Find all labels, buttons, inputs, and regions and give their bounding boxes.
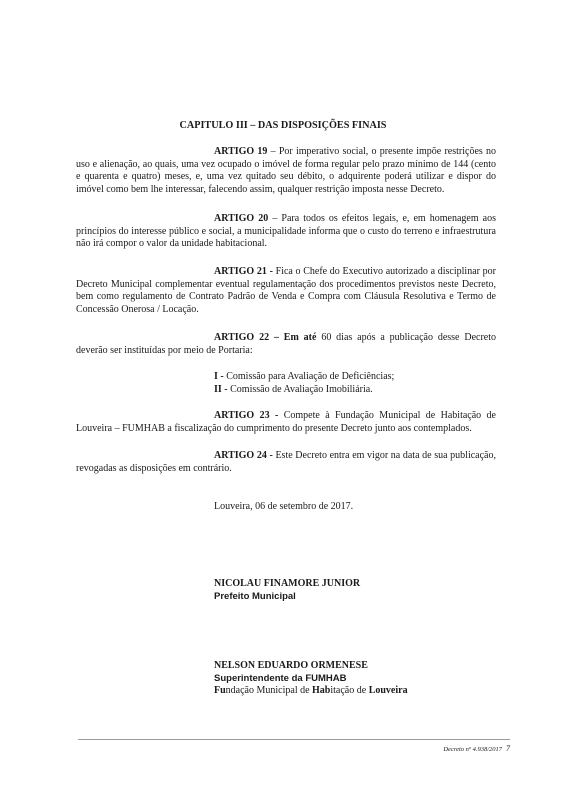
article-20: [76, 213, 496, 251]
chapter-heading: CAPITULO III – DAS DISPOSIÇÕES FINAIS: [179, 120, 387, 131]
article-label: ARTIGO 21 -: [214, 266, 273, 277]
signature-superintendent: [214, 660, 408, 698]
page-footer: [330, 743, 510, 757]
list-item-text: Comissão de Avaliação Imobiliária.: [227, 383, 373, 395]
article-19: [76, 146, 496, 196]
article-23: [76, 410, 496, 435]
article-21: [76, 266, 496, 316]
article-24: [76, 450, 496, 475]
signatory-name: NICOLAU FINAMORE JUNIOR: [214, 578, 361, 589]
signatory-name: NELSON EDUARDO ORMENESE: [214, 660, 368, 671]
list-item: [214, 371, 514, 384]
list-item-number: I -: [214, 371, 224, 382]
signatory-role: Superintendente da FUMHAB: [214, 672, 347, 684]
signatory-organization: Fundação Municipal de Habitação de Louveira: [214, 685, 408, 697]
article-text: Fica o Chefe do Executivo autorizado a disciplinar por Decreto Municipal complementar eventual regulamentação dos procedimentos previstos neste Decreto, bem como regulamento de Contrato Padrão de Venda e Compra com Cláusula Resolutiva e Termo de Concessão Onerosa / Locação.: [76, 266, 496, 315]
portaria-list: [214, 371, 514, 396]
list-item: [214, 384, 514, 397]
article-label: ARTIGO 19: [214, 146, 268, 157]
article-label: ARTIGO 20: [214, 213, 269, 224]
article-text: Este Decreto entra em vigor na data de sua publicação, revogadas as disposições em contrário.: [76, 450, 496, 474]
footer-divider: [78, 739, 510, 740]
list-item-text: Comissão para Avaliação de Deficiências;: [223, 371, 395, 382]
article-text: 60 dias após a publicação desse Decreto deverão ser instituídas por meio de Portaria:: [76, 332, 497, 356]
signature-mayor: [214, 578, 360, 603]
article-label: ARTIGO 23 -: [214, 410, 279, 421]
article-22: [76, 332, 496, 357]
page-number: 7: [506, 744, 510, 753]
list-item-number: II -: [214, 383, 228, 395]
decree-number: Decreto nº 4.938/2017: [443, 746, 502, 753]
article-text: Compete à Fundação Municipal de Habitação de Louveira – FUMHAB a fiscalização do cumprimento do presente Decreto junto aos contemplados.: [76, 410, 496, 434]
article-text: – Por imperativo social, o presente impõe restrições no uso e alienação, ao quais, uma vez ocupado o imóvel de forma regular pelo prazo mínimo de 144 (cento e quarenta e quatro) meses, e, uma vez quitado seu débito, o adquirente poderá utilizar e dispor do imóvel como bem lhe interessar, falecendo assim, qualquer restrição imposta nesse Decreto.: [76, 146, 496, 195]
article-text: – Para todos os efeitos legais, e, em homenagem aos princípios do interesse público e social, a municipalidade informa que o custo do terreno e infraestrutura não irá compor o valor da unidade habitacional.: [76, 213, 496, 250]
article-label: ARTIGO 22 – Em até: [214, 332, 317, 343]
place-date: Louveira, 06 de setembro de 2017.: [214, 501, 354, 512]
signatory-role: Prefeito Municipal: [214, 590, 296, 602]
article-label: ARTIGO 24 -: [214, 450, 273, 461]
